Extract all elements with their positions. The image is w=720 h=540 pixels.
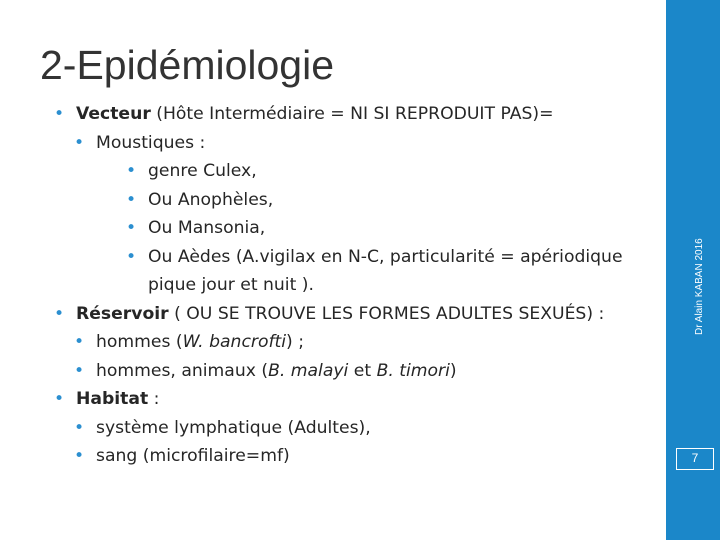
list-item-culex — [54, 157, 654, 186]
bullet-icon: • — [54, 389, 65, 409]
reservoir-text: ( OU SE TROUVE LES FORMES ADULTES SEXUÉS) : — [168, 303, 605, 324]
text-part: ) ; — [286, 332, 305, 352]
bullet-vecteur — [54, 100, 654, 129]
text-part: ) — [449, 360, 457, 381]
list-item-text: système lymphatique (Adultes), — [96, 417, 371, 438]
vecteur-label: Vecteur — [76, 104, 151, 124]
list-item-lymphatique — [54, 414, 654, 443]
species-name: B. malayi — [268, 360, 349, 381]
list-item-text: Ou Anophèles, — [148, 189, 274, 210]
text-part: hommes ( — [96, 332, 183, 352]
bullet-icon: • — [74, 332, 85, 352]
author-footer: Dr Alain KABAN 2016 — [694, 238, 705, 335]
list-item-hommes-animaux — [54, 357, 654, 386]
list-item-text: Ou Aèdes (A.vigilax en N-C, particularité = apériodique — [148, 246, 623, 267]
habitat-text: : — [148, 389, 160, 409]
bullet-moustiques — [54, 129, 654, 158]
bullet-icon: • — [54, 104, 65, 124]
list-item-aedes — [54, 243, 654, 272]
bullet-icon: • — [54, 303, 65, 324]
list-item-sang — [54, 442, 654, 471]
slide-title: 2-Epidémiologie — [40, 42, 335, 88]
bullet-icon: • — [126, 189, 137, 210]
vecteur-text: (Hôte Intermédiaire = NI SI REPRODUIT PAS)= — [150, 104, 554, 124]
list-item-mansonia — [54, 214, 654, 243]
list-item-aedes-continuation: pique jour et nuit ). — [148, 275, 314, 295]
text-part: hommes, animaux ( — [96, 360, 269, 381]
moustiques-text: Moustiques : — [96, 132, 206, 153]
bullet-icon: • — [74, 360, 85, 381]
list-item-hommes — [54, 328, 654, 357]
list-item-text: genre Culex, — [148, 161, 257, 181]
list-item-anopheles — [54, 186, 654, 215]
slide-content — [54, 100, 654, 471]
species-name: W. bancrofti — [182, 332, 287, 352]
bullet-icon: • — [74, 132, 85, 153]
bullet-icon: • — [74, 446, 85, 466]
habitat-label: Habitat — [76, 389, 149, 409]
bullet-reservoir — [54, 300, 654, 329]
bullet-icon: • — [126, 218, 137, 238]
list-item-text: Ou Mansonia, — [148, 218, 266, 238]
reservoir-label: Réservoir — [76, 303, 169, 324]
text-part: et — [348, 360, 377, 381]
bullet-icon: • — [126, 246, 137, 267]
list-item-text: sang (microfilaire=mf) — [96, 446, 290, 466]
bullet-icon: • — [126, 161, 137, 181]
bullet-icon: • — [74, 417, 85, 438]
bullet-habitat — [54, 385, 654, 414]
page-number: 7 — [676, 448, 714, 470]
species-name: B. timori — [376, 360, 450, 381]
